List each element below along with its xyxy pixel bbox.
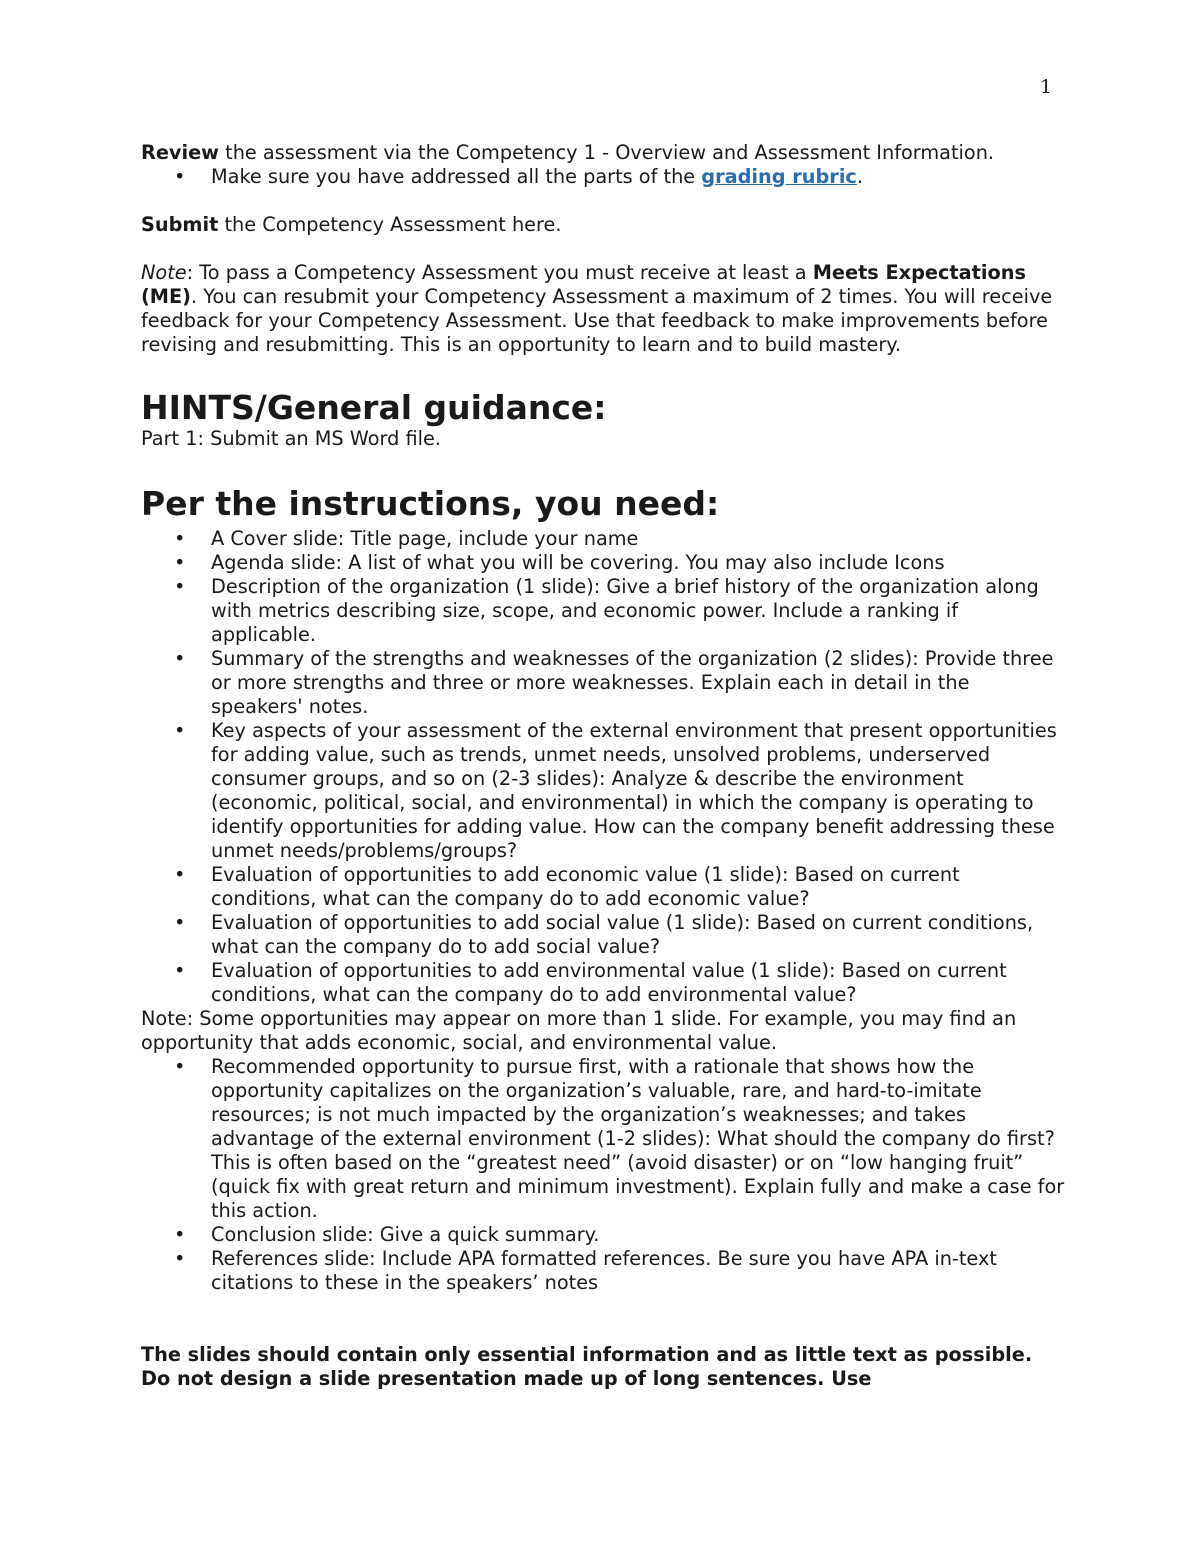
instructions-heading: Per the instructions, you need: [141,484,720,523]
list-item: • Description of the organization (1 slide): Give a brief history of the organization along with metrics describing size, scope, and economic power. Include a ranking if applicable. [141,575,1066,647]
list-item: • Evaluation of opportunities to add economic value (1 slide): Based on current conditions, what can the company do to add economic value? [141,863,1066,911]
note-text-2: . You can resubmit your Competency Assessment a maximum of 2 times. You will receive feedback for your Competency Assessment. Use that feedback to make improvements before revising and resubmitting. This is an opportunity to learn and to build mastery. [141,285,1053,356]
list-item: • A Cover slide: Title page, include your name [141,527,1066,551]
list-item: • Agenda slide: A list of what you will be covering. You may also include Icons [141,551,1066,575]
list-item: • Summary of the strengths and weaknesses of the organization (2 slides): Provide three or more strengths and three or more weaknesses. Explain each in detail in the speakers' notes. [141,647,1066,719]
note-text-1: : To pass a Competency Assessment you must receive at least a [186,261,813,284]
submit-paragraph [141,213,1066,237]
list-item: • Recommended opportunity to pursue first, with a rationale that shows how the opportunity capitalizes on the organization’s valuable, rare, and hard-to-imitate resources; is not much impacted by the organization’s weaknesses; and takes advantage of the external environment (1-2 slides): What should the company do first? This is often based on the “greatest need” (avoid disaster) or on “low hanging fruit” (quick fix with great return and minimum investment). Explain fully and make a case for this action. [141,1055,1066,1223]
list-item: • Evaluation of opportunities to add environmental value (1 slide): Based on current conditions, what can the company do to add environmental value? [141,959,1066,1007]
submit-text: the Competency Assessment here. [218,213,562,236]
instructions-note: Note: Some opportunities may appear on more than 1 slide. For example, you may find an opportunity that adds economic, social, and environmental value. [141,1007,1017,1054]
review-lead: Review [141,141,219,164]
review-bullet-text: Make sure you have addressed all the parts of the [211,165,702,188]
review-bullet [141,165,1066,189]
note-paragraph [141,261,1066,357]
review-text: the assessment via the Competency 1 - Overview and Assessment Information. [219,141,995,164]
review-bullet-end: . [856,165,863,188]
list-item: • Key aspects of your assessment of the external environment that present opportunities for adding value, such as trends, unmet needs, unsolved problems, underserved consumer groups, and so on (2-3 slides): Analyze & describe the environment (economic, political, social, and environmental) in which the company is operating to identify opportunities for adding value. How can the company benefit addressing these unmet needs/problems/groups? [141,719,1066,863]
instructions-list-a [141,527,1066,1007]
list-item: • Evaluation of opportunities to add social value (1 slide): Based on current conditions, what can the company do to add social value? [141,911,1066,959]
grading-rubric-link[interactable]: grading rubric [701,165,857,188]
instructions-list-b [141,1055,1066,1295]
closing-paragraph: The slides should contain only essential information and as little text as possible. Do not design a slide presentation made up of long sentences. Use [141,1343,1033,1390]
note-lead: Note [141,261,187,284]
list-item: • Conclusion slide: Give a quick summary. [141,1223,1066,1247]
note-bold: Meets Expectations (ME) [141,261,1026,308]
document-body [141,141,1066,1391]
review-paragraph [141,141,1066,165]
review-list [141,165,1066,189]
page-number: 1 [1040,76,1053,98]
submit-lead: Submit [141,213,219,236]
list-item: • References slide: Include APA formatted references. Be sure you have APA in-text citations to these in the speakers’ notes [141,1247,1066,1295]
hints-heading: HINTS/General guidance: [141,388,607,427]
hints-part1: Part 1: Submit an MS Word file. [141,427,441,450]
